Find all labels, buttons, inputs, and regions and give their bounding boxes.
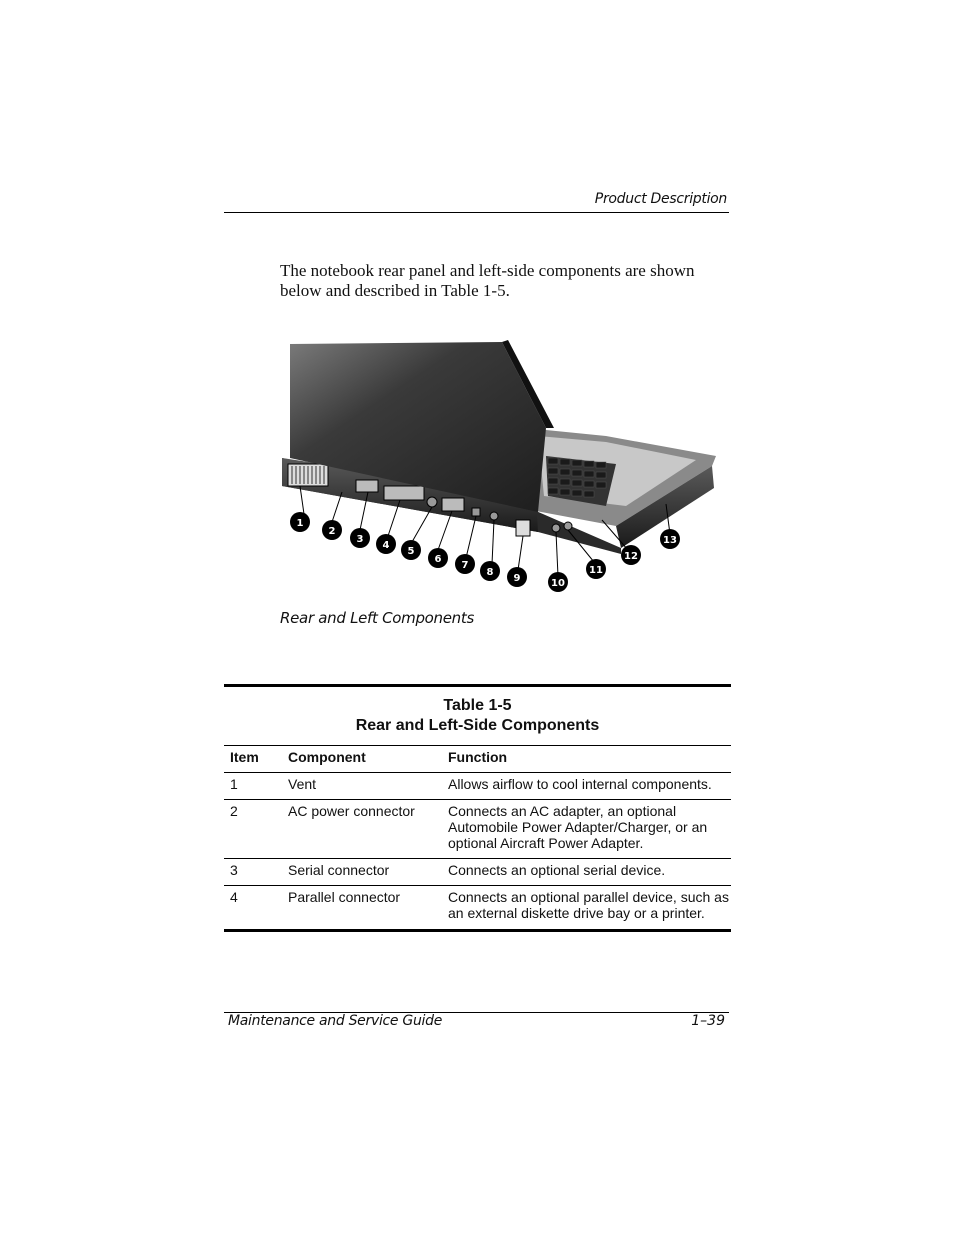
table-title: Rear and Left-Side Components (355, 717, 600, 734)
callout-13: 13 (663, 535, 677, 546)
running-header: Product Description (594, 191, 727, 207)
components-table (224, 745, 731, 932)
callout-10: 10 (551, 578, 565, 589)
intro-paragraph: The notebook rear panel and left-side components are shown below and described in Table 1-5. (280, 261, 695, 300)
column-header-function: Function (448, 746, 731, 773)
callout-2: 2 (328, 526, 336, 537)
row-function: Allows airflow to cool internal components. (448, 773, 731, 800)
row-component: Vent (288, 773, 448, 800)
callout-11: 11 (589, 565, 603, 576)
table-row (224, 859, 731, 886)
components-table-block (224, 684, 731, 932)
page-number: 1–39 (691, 1013, 725, 1029)
callout-9: 9 (513, 573, 521, 584)
row-component: Serial connector (288, 859, 448, 886)
table-row (224, 800, 731, 859)
callout-8: 8 (486, 567, 494, 578)
figure-caption: Rear and Left Components (280, 609, 474, 627)
table-row (224, 886, 731, 931)
row-component: AC power connector (288, 800, 448, 859)
row-item: 1 (224, 773, 288, 800)
table-row (224, 773, 731, 800)
table-heading (224, 687, 731, 745)
header-rule (224, 212, 729, 213)
laptop-illustration (276, 336, 726, 598)
callout-5: 5 (407, 546, 415, 557)
row-function: Connects an AC adapter, an optional Automobile Power Adapter/Charger, or an optional Aircraft Power Adapter. (448, 800, 731, 859)
row-item: 4 (224, 886, 288, 931)
row-item: 3 (224, 859, 288, 886)
callout-12: 12 (624, 551, 638, 562)
callout-7: 7 (461, 560, 469, 571)
column-header-component: Component (288, 746, 448, 773)
row-function: Connects an optional serial device. (448, 859, 731, 886)
callout-6: 6 (434, 554, 442, 565)
row-item: 2 (224, 800, 288, 859)
row-component: Parallel connector (288, 886, 448, 931)
footer-guide-title: Maintenance and Service Guide (228, 1013, 443, 1029)
callout-3: 3 (356, 534, 364, 545)
callout-4: 4 (382, 540, 390, 551)
column-header-item: Item (224, 746, 288, 773)
callout-1: 1 (296, 518, 304, 529)
table-header-row (224, 746, 731, 773)
row-function: Connects an optional parallel device, such as an external diskette drive bay or a printer. (448, 886, 731, 931)
table-number: Table 1-5 (443, 697, 512, 714)
